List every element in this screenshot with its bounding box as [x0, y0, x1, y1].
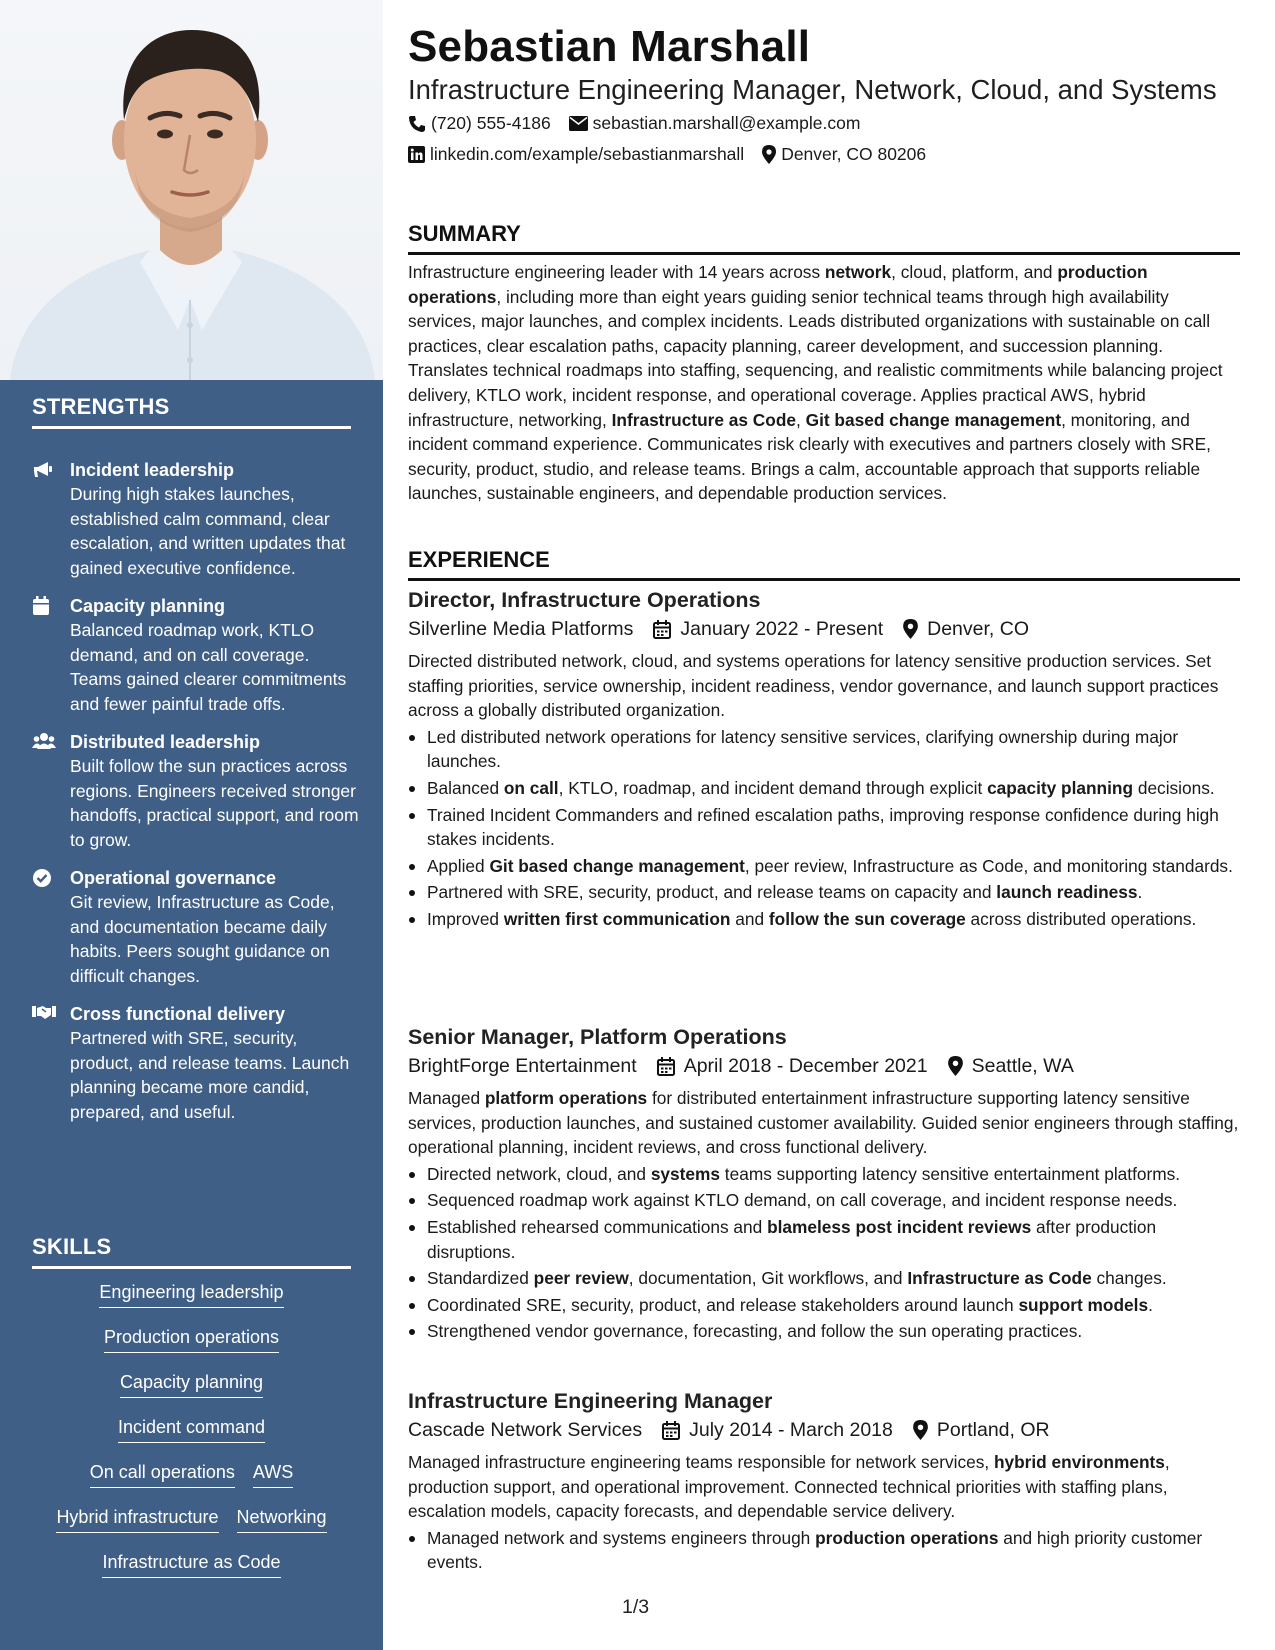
calendar-icon [32, 594, 70, 716]
strength-title: Cross functional delivery [70, 1004, 286, 1024]
job-entry [408, 586, 1240, 934]
strength-desc: Partnered with SRE, security, product, and release teams. Launch planning became more candid, prepared, and useful. [70, 1028, 350, 1122]
contact-location: Denver, CO 80206 [762, 144, 926, 165]
map-pin-icon [903, 619, 918, 639]
strength-desc: Git review, Infrastructure as Code, and documentation became daily habits. Peers sought guidance on difficult changes. [70, 892, 335, 986]
list-item: Standardized peer review, documentation, Git workflows, and Infrastructure as Code changes. [408, 1266, 1240, 1291]
calendar-icon [662, 1421, 680, 1440]
skill-tag: Hybrid infrastructure [56, 1505, 218, 1533]
job-bullets [408, 1162, 1240, 1344]
phone-icon [408, 115, 426, 133]
strength-item [32, 594, 362, 716]
job-title: Infrastructure Engineering Manager [408, 1389, 773, 1413]
list-item: Managed network and systems engineers through production operations and high priority customer events. [408, 1526, 1240, 1575]
summary-heading: SUMMARY [408, 221, 1240, 255]
job-dates: April 2018 - December 2021 [657, 1051, 928, 1081]
envelope-icon [569, 116, 588, 131]
users-icon [32, 730, 70, 852]
strength-title: Capacity planning [70, 596, 226, 616]
list-item: Balanced on call, KTLO, roadmap, and incident demand through explicit capacity planning decisions. [408, 776, 1240, 801]
job-title: Senior Manager, Platform Operations [408, 1025, 787, 1049]
job-bullets [408, 725, 1240, 932]
handshake-icon [32, 1002, 70, 1124]
skill-tag: Incident command [118, 1415, 265, 1443]
job-meta [408, 614, 1240, 644]
strength-desc: During high stakes launches, established calm command, clear escalation, and written updates that gained executive confidence. [70, 484, 346, 578]
list-item: Trained Incident Commanders and refined escalation paths, improving response confidence during high stakes incidents. [408, 803, 1240, 852]
job-bullets [408, 1526, 1240, 1575]
skills-list [32, 1280, 351, 1595]
calendar-icon [653, 620, 671, 639]
strength-item [32, 730, 362, 852]
job-description: Directed distributed network, cloud, and systems operations for latency sensitive production services. Set staffing priorities, service ownership, incident readiness, vendor governance, and launch support practices across a globally distributed organization. [408, 651, 1219, 721]
sidebar [0, 0, 383, 1650]
list-item: Applied Git based change management, peer review, Infrastructure as Code, and monitoring standards. [408, 854, 1240, 879]
map-pin-icon [913, 1420, 928, 1440]
skill-tag: Networking [237, 1505, 327, 1533]
list-item: Sequenced roadmap work against KTLO demand, on call coverage, and incident response needs. [408, 1188, 1240, 1213]
summary-text: Infrastructure engineering leader with 14 years across network, cloud, platform, and production operations, including more than eight years guiding senior technical teams through high availability services, major launches, and complex incidents. Leads distributed organizations with sustainable on call practices, clear escalation paths, capacity planning, career development, and succession planning. Translates technical roadmaps into staffing, sequencing, and realistic commitments while balancing project delivery, KTLO work, incident response, and operational coverage. Applies practical AWS, hybrid infrastructure, networking, Infrastructure as Code, Git based change management, monitoring, and incident command experience. Communicates risk clearly with executives and partners closely with SRE, security, product, studio, and release teams. Brings a calm, accountable approach that supports reliable launches, sustainable engineers, and dependable production services. [408, 262, 1223, 504]
profile-photo [0, 0, 383, 380]
map-pin-icon [948, 1056, 963, 1076]
strength-title: Distributed leadership [70, 732, 261, 752]
skill-tag: Production operations [104, 1325, 279, 1353]
strength-item [32, 458, 362, 580]
contact-email[interactable]: sebastian.marshall@example.com [569, 113, 861, 134]
contact-row-1 [408, 113, 878, 134]
job-description: Managed infrastructure engineering teams responsible for network services, hybrid environments, production support, and operational improvement. Connected technical priorities with staffing plans, escalation models, capacity forecasts, and dependable service delivery. [408, 1452, 1170, 1522]
strength-desc: Built follow the sun practices across regions. Engineers received stronger handoffs, practical support, and room to grow. [70, 756, 359, 850]
skills-heading: SKILLS [32, 1234, 351, 1269]
skill-tag: On call operations [90, 1460, 235, 1488]
skill-tag: Engineering leadership [99, 1280, 283, 1308]
check-circle-icon [32, 866, 70, 988]
contact-row-2 [408, 144, 944, 165]
strengths-list [32, 458, 362, 1138]
job-title: Director, Infrastructure Operations [408, 588, 761, 612]
skill-tag: Capacity planning [120, 1370, 263, 1398]
list-item: Improved written first communication and follow the sun coverage across distributed operations. [408, 907, 1240, 932]
job-description: Managed platform operations for distributed entertainment infrastructure supporting latency sensitive services, production launches, and sustained customer availability. Guided senior engineers through staffing, operational planning, incident reviews, and cross functional delivery. [408, 1088, 1239, 1158]
skill-tag: Infrastructure as Code [102, 1550, 280, 1578]
contact-linkedin[interactable]: linkedin.com/example/sebastianmarshall [408, 144, 744, 165]
page-number: 1/3 [622, 1596, 650, 1618]
linkedin-icon [408, 146, 425, 163]
skill-tag: AWS [253, 1460, 293, 1488]
calendar-icon [657, 1057, 675, 1076]
job-entry [408, 1023, 1240, 1346]
job-company: Cascade Network Services [408, 1419, 643, 1441]
strength-item [32, 1002, 362, 1124]
job-company: BrightForge Entertainment [408, 1055, 637, 1077]
list-item: Partnered with SRE, security, product, and release teams on capacity and launch readiness. [408, 880, 1240, 905]
contact-phone: (720) 555-4186 [408, 113, 551, 134]
list-item: Directed network, cloud, and systems teams supporting latency sensitive entertainment platforms. [408, 1162, 1240, 1187]
job-entry [408, 1387, 1240, 1577]
list-item: Led distributed network operations for latency sensitive services, clarifying ownership during major launches. [408, 725, 1240, 774]
headline: Infrastructure Engineering Manager, Network, Cloud, and Systems [408, 74, 1217, 105]
experience-heading: EXPERIENCE [408, 547, 1240, 581]
strength-item [32, 866, 362, 988]
list-item: Strengthened vendor governance, forecasting, and follow the sun operating practices. [408, 1319, 1240, 1344]
job-company: Silverline Media Platforms [408, 618, 634, 640]
job-dates: July 2014 - March 2018 [662, 1415, 893, 1445]
job-location: Denver, CO [903, 614, 1029, 644]
strength-title: Operational governance [70, 868, 277, 888]
job-location: Seattle, WA [948, 1051, 1074, 1081]
job-meta [408, 1051, 1240, 1081]
strength-desc: Balanced roadmap work, KTLO demand, and on call coverage. Teams gained clearer commitments and fewer painful trade offs. [70, 620, 347, 714]
list-item: Established rehearsed communications and blameless post incident reviews after production disruptions. [408, 1215, 1240, 1264]
strength-title: Incident leadership [70, 460, 235, 480]
strengths-heading: STRENGTHS [32, 394, 351, 429]
sidebar-panel [0, 380, 383, 1650]
job-dates: January 2022 - Present [653, 614, 883, 644]
megaphone-icon [32, 458, 70, 580]
candidate-name: Sebastian Marshall [408, 22, 811, 71]
map-pin-icon [762, 145, 776, 164]
job-meta [408, 1415, 1240, 1445]
job-location: Portland, OR [913, 1415, 1050, 1445]
list-item: Coordinated SRE, security, product, and release stakeholders around launch support models. [408, 1293, 1240, 1318]
